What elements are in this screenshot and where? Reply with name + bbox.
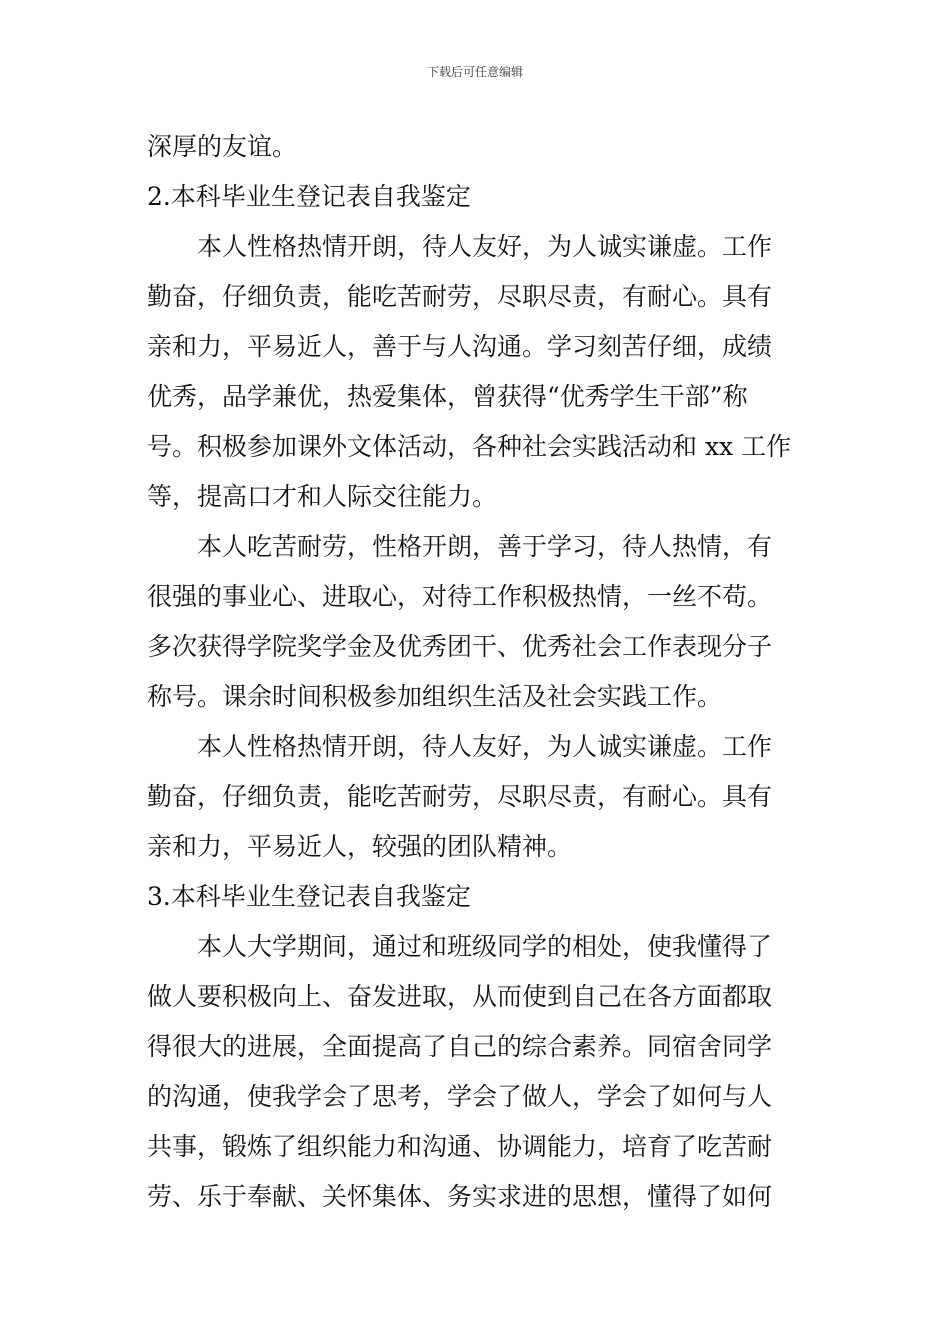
text-line: 本人大学期间，通过和班级同学的相处，使我懂得了 <box>147 932 773 961</box>
text-line: 做人要积极向上、奋发进取，从而使到自己在各方面都取 <box>147 982 773 1011</box>
text-line: 亲和力，平易近人，较强的团队精神。 <box>147 832 573 861</box>
text-line: 勤奋，仔细负责，能吃苦耐劳，尽职尽责，有耐心。具有 <box>147 282 773 311</box>
document-body <box>147 122 807 1222</box>
text-line: 多次获得学院奖学金及优秀团干、优秀社会工作表现分子 <box>147 632 773 661</box>
text-line: 劳、乐于奉献、关怀集体、务实求进的思想，懂得了如何 <box>147 1182 773 1211</box>
text-line: 本人吃苦耐劳，性格开朗，善于学习，待人热情，有 <box>147 532 773 561</box>
text-line: 号。积极参加课外文体活动，各种社会实践活动和 xx 工作 <box>147 432 792 461</box>
text-line: 称号。课余时间积极参加组织生活及社会实践工作。 <box>147 682 723 711</box>
text-line: 很强的事业心、进取心，对待工作积极热情，一丝不苟。 <box>147 582 773 611</box>
section-heading: 2.本科毕业生登记表自我鉴定 <box>147 182 471 211</box>
page-header-note: 下载后可任意编辑 <box>426 65 523 79</box>
text-line: 勤奋，仔细负责，能吃苦耐劳，尽职尽责，有耐心。具有 <box>147 782 773 811</box>
text-line: 的沟通，使我学会了思考，学会了做人，学会了如何与人 <box>147 1082 773 1111</box>
text-line: 亲和力，平易近人，善于与人沟通。学习刻苦仔细，成绩 <box>147 332 773 361</box>
text-line: 共事，锻炼了组织能力和沟通、协调能力，培育了吃苦耐 <box>147 1132 773 1161</box>
text-line: 优秀，品学兼优，热爱集体，曾获得“优秀学生干部”称 <box>147 382 748 411</box>
text-line: 等，提高口才和人际交往能力。 <box>147 482 498 511</box>
text-line: 本人性格热情开朗，待人友好，为人诚实谦虚。工作 <box>147 732 773 761</box>
text-line: 深厚的友谊。 <box>147 132 298 161</box>
section-heading: 3.本科毕业生登记表自我鉴定 <box>147 882 471 911</box>
text-line: 得很大的进展，全面提高了自己的综合素养。同宿舍同学 <box>147 1032 773 1061</box>
text-line: 本人性格热情开朗，待人友好，为人诚实谦虚。工作 <box>147 232 773 261</box>
